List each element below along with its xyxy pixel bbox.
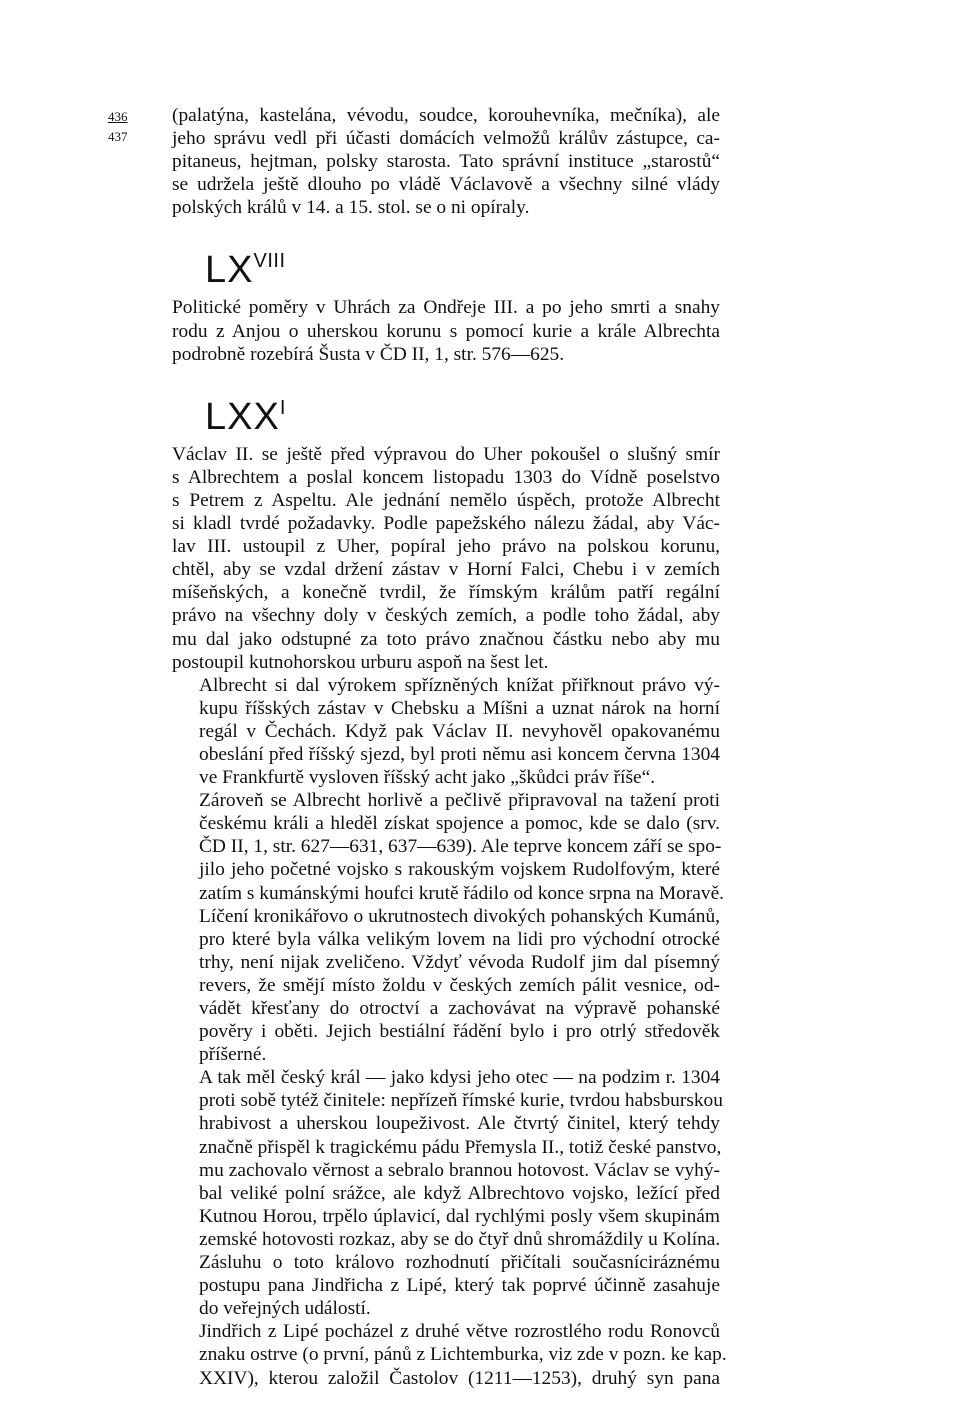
paragraph-lxxi-3 bbox=[172, 789, 725, 1066]
text-line: Zásluhu o toto královo rozhodnutí přičítali současníciráznému bbox=[199, 1252, 720, 1274]
text-line: vádět křesťany do otroctví a zachovávat na výpravě pohanské bbox=[199, 998, 720, 1019]
text-line: zemské hotovosti rozkaz, aby se do čtyř dnů shromáždily u Kolína. bbox=[199, 1228, 721, 1250]
page-number-right: 437 bbox=[108, 129, 128, 144]
text-line: si kladl tvrdé požadavky. Podle papežského nálezu žádal, aby Vác- bbox=[172, 513, 720, 535]
text-line: znaku ostrve (o první, pánů z Lichtemburka, viz zde v pozn. ke kap. bbox=[199, 1344, 727, 1366]
text-line: příšerné. bbox=[199, 1044, 267, 1066]
text-line: postupu pana Jindřicha z Lipé, který tak poprvé účinně zasahuje bbox=[199, 1275, 720, 1297]
text-line: právo na všechny doly v českých zemích, a podle toho žádal, aby bbox=[172, 605, 720, 627]
paragraph-intro bbox=[172, 104, 720, 219]
text-line: mu dal jako odstupné za toto právo značnou částku nebo aby mu bbox=[172, 628, 720, 650]
text-line: zatím s kumánskými houfci krutě řádilo od konce srpna na Moravě. bbox=[199, 882, 725, 904]
heading-main: LX bbox=[205, 249, 254, 292]
text-line: Zároveň se Albrecht horlivě a pečlivě připravoval na tažení proti bbox=[199, 790, 720, 812]
text-line: s Albrechtem a poslal koncem listopadu 1303 do Vídně poselstvo bbox=[172, 466, 720, 488]
text-line: bal veliké polní srážce, ale když Albrechtovo vojsko, ležící před bbox=[199, 1182, 720, 1204]
paragraph-lxviii bbox=[172, 296, 720, 365]
text-line: ČD II, 1, str. 627—631, 637—639). Ale teprve koncem září se spo- bbox=[199, 836, 722, 858]
text-line: pověry i oběti. Jejich bestiální řádění bylo i pro otrlý středověk bbox=[199, 1021, 720, 1043]
text-line: českému králi a hleděl získat spojence a pomoc, kde se dalo (srv. bbox=[199, 813, 720, 835]
paragraph-lxxi-5 bbox=[172, 1320, 727, 1389]
text-line: jeho správu vedl při účasti domácích velmožů králův zástupce, ca- bbox=[172, 128, 720, 150]
text-line: míšeňských, a konečně tvrdil, že římským králům patří regální bbox=[172, 582, 720, 604]
text-line: A tak měl český král — jako kdysi jeho otec — na podzim r. 1304 bbox=[199, 1067, 720, 1089]
text-line: kupu říšských zástav v Chebsku a Míšni a uznat nárok na horní bbox=[199, 697, 720, 719]
text-line: Albrecht si dal výrokem spřízněných knížat přiřknout právo vý- bbox=[199, 674, 720, 696]
text-line: Václav II. se ještě před výpravou do Uher pokoušel o slušný smír bbox=[172, 443, 720, 465]
text-line: proti sobě tytéž činitele: nepřízeň římské kurie, tvrdou habsburskou bbox=[199, 1090, 723, 1112]
text-line: trhy, není nijak zveličeno. Vždyť vévoda Rudolf jim dal písemný bbox=[199, 951, 720, 973]
margin-page-numbers bbox=[108, 107, 148, 147]
text-line: pitaneus, hejtman, polsky starosta. Tato správní instituce „starostů“ bbox=[172, 151, 720, 173]
text-block bbox=[172, 104, 727, 1390]
text-line: se udržela ještě dlouho po vládě Václavově a všechny silné vlády bbox=[172, 174, 720, 196]
chapter-heading-lxxi bbox=[205, 388, 720, 437]
text-line: pro které byla válka velikým lovem na lidi pro východní otrocké bbox=[199, 928, 720, 950]
text-line: rodu z Anjou o uherskou korunu s pomocí kurie a krále Albrechta bbox=[172, 320, 720, 342]
text-line: jilo jeho početné vojsko s rakouským vojskem Rudolfovým, které bbox=[199, 859, 720, 881]
text-line: značně přispěl k tragickému pádu Přemysla II., totiž české panstvo, bbox=[199, 1136, 722, 1158]
text-line: XXIV), kterou založil Častolov (1211—1253), druhý syn pana bbox=[199, 1367, 720, 1389]
paragraph-lxxi-1 bbox=[172, 443, 720, 674]
text-line: lav III. ustoupil z Uher, popíral jeho právo na polskou korunu, bbox=[172, 536, 720, 558]
page-number-left: 436 bbox=[108, 109, 128, 124]
text-line: chtěl, aby se vzdal držení zástav v Horní Falci, Chebu i v zemích bbox=[172, 559, 720, 581]
text-line: revers, že smějí místo žoldu v českých zemích pálit vesnice, od- bbox=[199, 974, 720, 996]
chapter-heading-lxviii bbox=[205, 241, 720, 290]
text-line: Líčení kronikářovo o ukrutnostech divokých pohanských Kumánů, bbox=[199, 905, 720, 927]
paragraph-lxxi-2 bbox=[172, 674, 720, 789]
text-line: ve Frankfurtě vysloven říšský acht jako „škůdci práv říše“. bbox=[199, 767, 656, 789]
paragraph-lxxi-4 bbox=[172, 1066, 723, 1320]
text-line: polských králů v 14. a 15. stol. se o ni opíraly. bbox=[172, 197, 530, 219]
text-line: Kutnou Horou, trpělo úplavicí, dal rychlými posly všem skupinám bbox=[199, 1205, 720, 1227]
text-line: mu zachovalo věrnost a sebralo brannou hotovost. Václav se vyhý- bbox=[199, 1159, 720, 1181]
text-line: obeslání před říšský sjezd, byl proti němu asi koncem června 1304 bbox=[199, 743, 720, 765]
text-line: Jindřich z Lipé pocházel z druhé větve rozrostlého rodu Ronovců bbox=[199, 1321, 720, 1343]
text-line: podrobně rozebírá Šusta v ČD II, 1, str. 576—625. bbox=[172, 343, 565, 365]
heading-sup: VIII bbox=[253, 250, 286, 273]
text-line: regál v Čechách. Když pak Václav II. nevyhověl opakovanému bbox=[199, 720, 720, 742]
text-line: (palatýna, kastelána, vévodu, soudce, korouhevníka, mečníka), ale bbox=[172, 105, 720, 126]
heading-main: LXX bbox=[205, 395, 280, 438]
text-line: postoupil kutnohorskou urburu aspoň na šest let. bbox=[172, 651, 549, 673]
heading-sup: I bbox=[279, 396, 286, 419]
text-line: do veřejných událostí. bbox=[199, 1298, 371, 1320]
text-line: s Petrem z Aspeltu. Ale jednání nemělo úspěch, protože Albrecht bbox=[172, 489, 720, 511]
text-line: hrabivost a uherskou loupeživost. Ale čtvrtý činitel, který tehdy bbox=[199, 1113, 720, 1135]
text-line: Politické poměry v Uhrách za Ondřeje III. a po jeho smrti a snahy bbox=[172, 297, 720, 319]
